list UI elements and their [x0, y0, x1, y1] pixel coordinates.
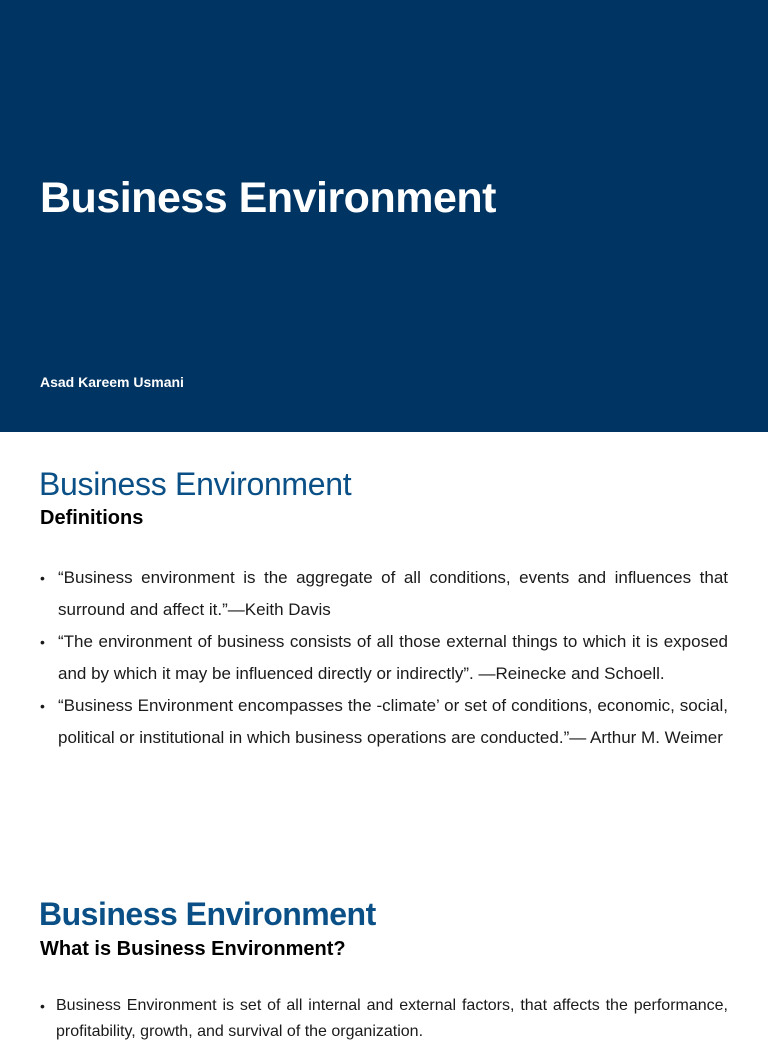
- slide-subheading: Definitions: [40, 507, 144, 529]
- bullet-icon: •: [40, 634, 45, 650]
- explanation-text: Business Environment is set of all internal and external factors, that affects the performance, profitability, growth, and survival of the organization.: [56, 997, 728, 1040]
- list-item: [40, 993, 728, 1045]
- presentation-title: Business Environment: [40, 174, 496, 222]
- list-item: [40, 626, 728, 690]
- definition-text: “Business environment is the aggregate of all conditions, events and influences that surround and affect it.”—Keith Davis: [58, 568, 728, 619]
- definitions-list: [40, 562, 728, 754]
- definition-text: “Business Environment encompasses the -climate’ or set of conditions, economic, social, political or institutional in which business operations are conducted.”— Arthur M. Weimer: [58, 696, 728, 747]
- slide-subheading: What is Business Environment?: [40, 938, 346, 960]
- slide-heading: Business Environment: [39, 466, 352, 502]
- bullet-icon: •: [40, 998, 45, 1014]
- definition-text: “The environment of business consists of all those external things to which it is exposed and by which it may be influenced directly or indirectly”. —Reinecke and Schoell.: [58, 632, 728, 683]
- definitions-slide: [0, 432, 768, 862]
- bullet-icon: •: [40, 698, 45, 714]
- author-name: Asad Kareem Usmani: [40, 374, 184, 390]
- list-item: [40, 562, 728, 626]
- slide-heading: Business Environment: [39, 896, 376, 932]
- list-item: [40, 690, 728, 754]
- bullet-icon: •: [40, 570, 45, 586]
- what-is-slide: [0, 862, 768, 1040]
- explanation-list: [40, 993, 728, 1045]
- title-slide: [0, 0, 768, 432]
